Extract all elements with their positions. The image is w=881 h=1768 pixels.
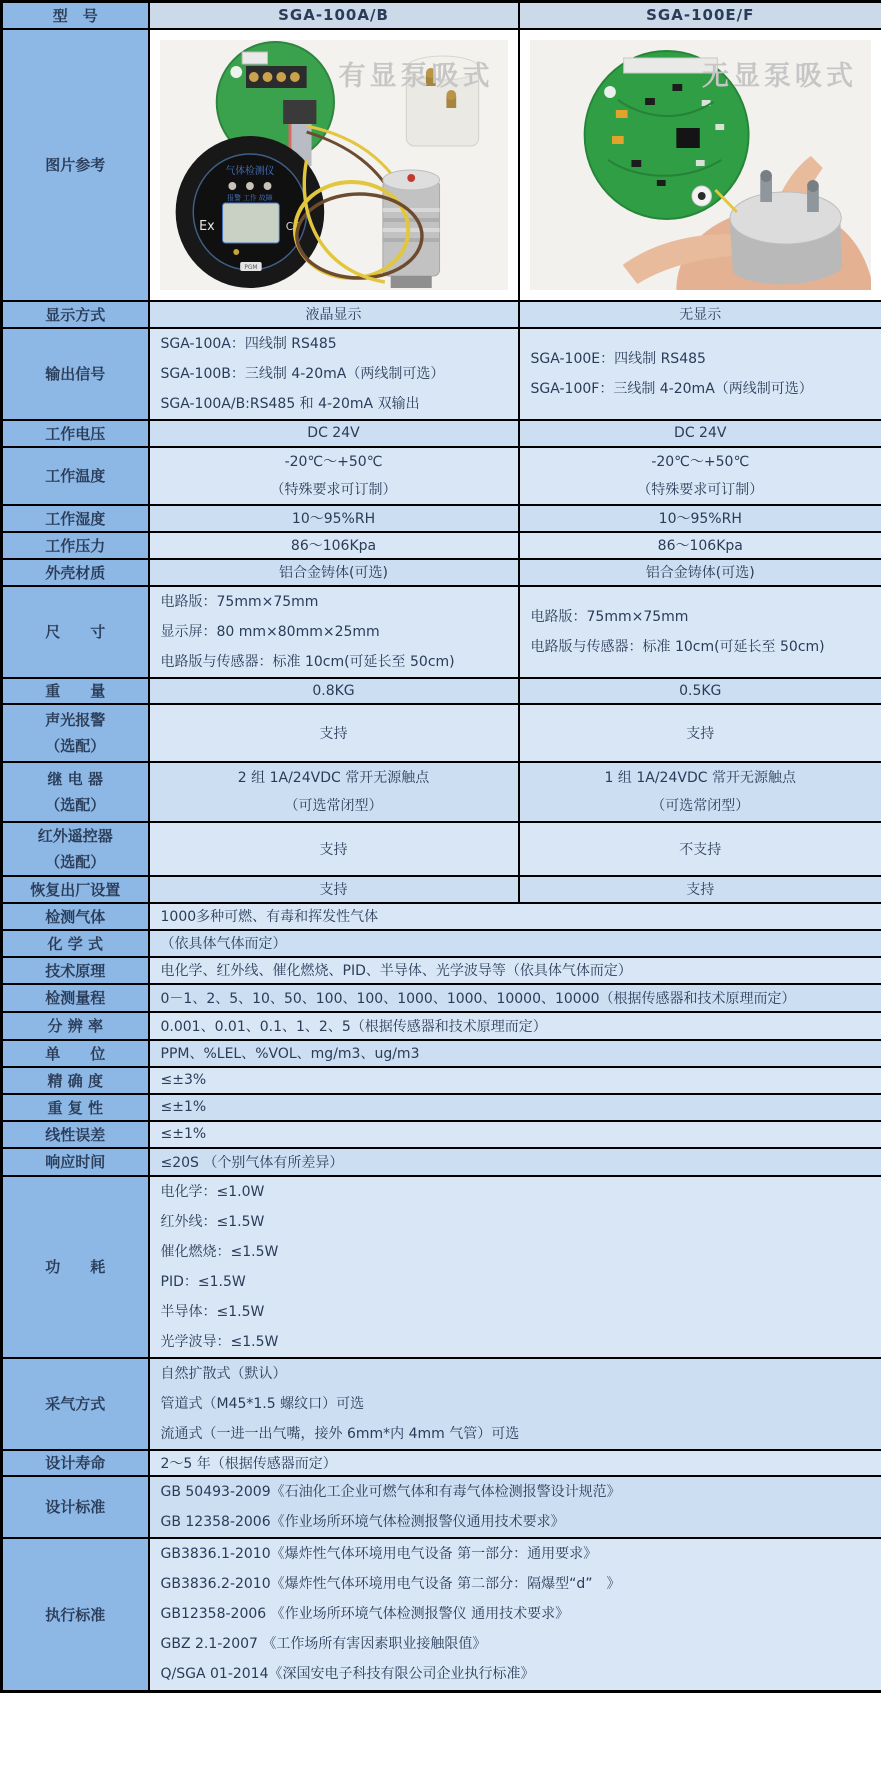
value-relay-ef: [519, 762, 881, 822]
watermark-ef: 无显泵吸式: [702, 60, 857, 92]
output-ef-line1: SGA-100E：四线制 RS485: [530, 350, 706, 367]
power-line2: 红外线：≤1.5W: [160, 1213, 265, 1230]
relay-ef-line1: 1 组 1A/24VDC 常开无源触点: [604, 769, 796, 786]
header-row: [2, 2, 881, 29]
output-ab-line3: SGA-100A/B:RS485 和 4-20mA 双输出: [160, 395, 420, 412]
value-tech-principle: 电化学、红外线、催化燃烧、PID、半导体、光学波导等（依具体气体而定）: [149, 957, 881, 984]
label-dimensions: 尺 寸: [2, 586, 149, 678]
dim-ef-line1: 电路版：75mm×75mm: [530, 608, 689, 625]
power-line1: 电化学：≤1.0W: [160, 1183, 265, 1200]
value-working-temperature-ab: [149, 447, 519, 505]
product-photo-ab: [160, 40, 508, 290]
pgm-text: PGM: [243, 263, 257, 271]
temp-ef-line2: （特殊要求可订制）: [637, 481, 764, 498]
value-design-life: 2～5 年（根据传感器而定）: [149, 1450, 881, 1476]
label-design-standard: 设计标准: [2, 1476, 149, 1538]
row-design-standard: [2, 1476, 881, 1538]
row-working-temperature: [2, 447, 881, 505]
label-detect-gas: 检测气体: [2, 903, 149, 930]
label-photo-reference: 图片参考: [2, 29, 149, 301]
label-output-signal: 输出信号: [2, 328, 149, 420]
exec-std-line4: GBZ 2.1-2007 《工作场所有害因素职业接触限值》: [160, 1636, 487, 1653]
power-line3: 催化燃烧：≤1.5W: [160, 1243, 279, 1260]
label-execution-standard: 执行标准: [2, 1538, 149, 1692]
label-working-pressure: 工作压力: [2, 532, 149, 559]
value-linearity-error: ≤±1%: [149, 1121, 881, 1148]
value-shell-material-ab: 铝合金铸体(可选): [149, 559, 519, 586]
value-audible-alarm-ef: 支持: [519, 704, 881, 762]
sampling-line1: 自然扩散式（默认）: [160, 1365, 287, 1382]
value-resolution: 0.001、0.01、0.1、1、2、5（根据传感器和技术原理而定）: [149, 1012, 881, 1040]
power-line5: 半导体：≤1.5W: [160, 1303, 265, 1320]
row-accuracy: [2, 1067, 881, 1094]
relay-label-line2: （选配）: [45, 795, 106, 814]
label-accuracy: 精 确 度: [2, 1067, 149, 1094]
label-tech-principle: 技术原理: [2, 957, 149, 984]
label-shell-material: 外壳材质: [2, 559, 149, 586]
output-ab-line2: SGA-100B：三线制 4-20mA（两线制可选）: [160, 365, 445, 382]
value-accuracy: ≤±3%: [149, 1067, 881, 1094]
value-output-signal-ef: [519, 328, 881, 420]
row-linearity-error: [2, 1121, 881, 1148]
value-audible-alarm-ab: 支持: [149, 704, 519, 762]
row-detect-gas: [2, 903, 881, 930]
value-unit: PPM、%LEL、%VOL、mg/m3、ug/m3: [149, 1040, 881, 1067]
photo-row: [2, 29, 881, 301]
relay-ef-line2: （可选常闭型）: [651, 797, 750, 814]
row-display-mode: [2, 301, 881, 328]
row-working-humidity: [2, 505, 881, 532]
value-power-consumption: [149, 1176, 881, 1358]
value-sampling-method: [149, 1358, 881, 1450]
row-power-consumption: [2, 1176, 881, 1358]
value-dimensions-ab: [149, 586, 519, 678]
row-factory-reset: [2, 876, 881, 903]
label-audible-alarm: [2, 704, 149, 762]
label-working-temperature: 工作温度: [2, 447, 149, 505]
ir-remote-label-line1: 红外遥控器: [37, 826, 113, 845]
value-detect-gas: 1000多种可燃、有毒和挥发性气体: [149, 903, 881, 930]
row-response-time: [2, 1148, 881, 1176]
temp-ef-line1: -20℃～+50℃: [651, 453, 750, 470]
model-name-ab: SGA-100A/B: [149, 2, 519, 29]
value-weight-ab: 0.8KG: [149, 678, 519, 704]
value-working-voltage-ef: DC 24V: [519, 420, 881, 447]
dim-ab-line1: 电路版：75mm×75mm: [160, 593, 319, 610]
row-detect-range: [2, 984, 881, 1012]
label-detect-range: 检测量程: [2, 984, 149, 1012]
output-ab-line1: SGA-100A：四线制 RS485: [160, 335, 337, 352]
label-chemical-formula: 化 学 式: [2, 930, 149, 957]
value-working-humidity-ab: 10～95%RH: [149, 505, 519, 532]
dim-ab-line3: 电路版与传感器：标准 10cm(可延长至 50cm): [160, 653, 455, 670]
row-execution-standard: [2, 1538, 881, 1692]
row-sampling-method: [2, 1358, 881, 1450]
temp-ab-line1: -20℃～+50℃: [284, 453, 383, 470]
audible-alarm-label-line1: 声光报警: [45, 710, 106, 729]
audible-alarm-label-line2: （选配）: [45, 736, 106, 755]
label-relay: [2, 762, 149, 822]
label-factory-reset: 恢复出厂设置: [2, 876, 149, 903]
label-sampling-method: 采气方式: [2, 1358, 149, 1450]
row-working-pressure: [2, 532, 881, 559]
value-ir-remote-ef: 不支持: [519, 822, 881, 876]
label-working-voltage: 工作电压: [2, 420, 149, 447]
output-ef-line2: SGA-100F：三线制 4-20mA（两线制可选）: [530, 380, 813, 397]
label-display-mode: 显示方式: [2, 301, 149, 328]
value-execution-standard: [149, 1538, 881, 1692]
ir-remote-label-line2: （选配）: [45, 852, 106, 871]
row-unit: [2, 1040, 881, 1067]
label-repeatability: 重 复 性: [2, 1094, 149, 1121]
watermark-ab: 有显泵吸式: [338, 60, 494, 92]
dim-ab-line2: 显示屏：80 mm×80mm×25mm: [160, 623, 380, 640]
photo-cell-ab: [149, 29, 519, 301]
model-name-ef: SGA-100E/F: [519, 2, 881, 29]
row-audible-alarm: [2, 704, 881, 762]
power-line6: 光学波导：≤1.5W: [160, 1333, 279, 1350]
label-working-humidity: 工作湿度: [2, 505, 149, 532]
row-output-signal: [2, 328, 881, 420]
value-display-mode-ef: 无显示: [519, 301, 881, 328]
value-working-pressure-ab: 86～106Kpa: [149, 532, 519, 559]
device-title-text: 气体检测仪: [225, 165, 274, 177]
label-design-life: 设计寿命: [2, 1450, 149, 1476]
row-tech-principle: [2, 957, 881, 984]
design-std-line1: GB 50493-2009《石油化工企业可燃气体和有毒气体检测报警设计规范》: [160, 1483, 621, 1500]
exec-std-line2: GB3836.2-2010《爆炸性气体环境用电气设备 第二部分：隔爆型“d” 》: [160, 1576, 621, 1593]
value-working-humidity-ef: 10～95%RH: [519, 505, 881, 532]
row-design-life: [2, 1450, 881, 1476]
black-detector: [175, 136, 324, 288]
value-weight-ef: 0.5KG: [519, 678, 881, 704]
sampling-line3: 流通式（一进一出气嘴，接外 6mm*内 4mm 气管）可选: [160, 1425, 520, 1442]
temp-ab-line2: （特殊要求可订制）: [270, 481, 397, 498]
design-std-line2: GB 12358-2006《作业场所环境气体检测报警仪通用技术要求》: [160, 1513, 565, 1530]
row-weight: [2, 678, 881, 704]
exec-std-line3: GB12358-2006 《作业场所环境气体检测报警仪 通用技术要求》: [160, 1606, 570, 1623]
value-working-voltage-ab: DC 24V: [149, 420, 519, 447]
value-chemical-formula: （依具体气体而定）: [149, 930, 881, 957]
value-display-mode-ab: 液晶显示: [149, 301, 519, 328]
exec-std-line1: GB3836.1-2010《爆炸性气体环境用电气设备 第一部分：通用要求》: [160, 1546, 598, 1563]
value-working-temperature-ef: [519, 447, 881, 505]
label-response-time: 响应时间: [2, 1148, 149, 1176]
exec-std-line5: Q/SGA 01-2014《深国安电子科技有限公司企业执行标准》: [160, 1666, 535, 1683]
label-ir-remote: [2, 822, 149, 876]
row-repeatability: [2, 1094, 881, 1121]
value-ir-remote-ab: 支持: [149, 822, 519, 876]
dim-ef-line2: 电路版与传感器：标准 10cm(可延长至 50cm): [530, 638, 825, 655]
ce-mark-text: CE: [285, 219, 300, 233]
value-factory-reset-ab: 支持: [149, 876, 519, 903]
row-chemical-formula: [2, 930, 881, 957]
value-working-pressure-ef: 86～106Kpa: [519, 532, 881, 559]
label-linearity-error: 线性误差: [2, 1121, 149, 1148]
relay-ab-line2: （可选常闭型）: [284, 797, 383, 814]
row-relay: [2, 762, 881, 822]
value-dimensions-ef: [519, 586, 881, 678]
silver-sensor: [382, 170, 439, 288]
relay-label-line1: 继 电 器: [47, 769, 103, 788]
row-ir-remote: [2, 822, 881, 876]
ex-mark-text: Ex: [198, 218, 215, 234]
value-shell-material-ef: 铝合金铸体(可选): [519, 559, 881, 586]
row-shell-material: [2, 559, 881, 586]
model-header-label: 型 号: [2, 2, 149, 29]
value-response-time: ≤20S （个别气体有所差异）: [149, 1148, 881, 1176]
led-labels-text: 报警 工作 故障: [226, 193, 273, 202]
value-factory-reset-ef: 支持: [519, 876, 881, 903]
power-line4: PID：≤1.5W: [160, 1273, 246, 1290]
label-weight: 重 量: [2, 678, 149, 704]
value-relay-ab: [149, 762, 519, 822]
label-resolution: 分 辨 率: [2, 1012, 149, 1040]
product-photo-ef: [530, 40, 872, 290]
sampling-line2: 管道式（M45*1.5 螺纹口）可选: [160, 1395, 365, 1412]
row-dimensions: [2, 586, 881, 678]
label-power-consumption: 功 耗: [2, 1176, 149, 1358]
row-working-voltage: [2, 420, 881, 447]
row-resolution: [2, 1012, 881, 1040]
value-design-standard: [149, 1476, 881, 1538]
photo-cell-ef: [519, 29, 881, 301]
value-detect-range: 0－1、2、5、10、50、100、100、1000、1000、10000、10000（根据传感器和技术原理而定）: [149, 984, 881, 1012]
value-repeatability: ≤±1%: [149, 1094, 881, 1121]
value-output-signal-ab: [149, 328, 519, 420]
label-unit: 单 位: [2, 1040, 149, 1067]
relay-ab-line1: 2 组 1A/24VDC 常开无源触点: [237, 769, 430, 786]
